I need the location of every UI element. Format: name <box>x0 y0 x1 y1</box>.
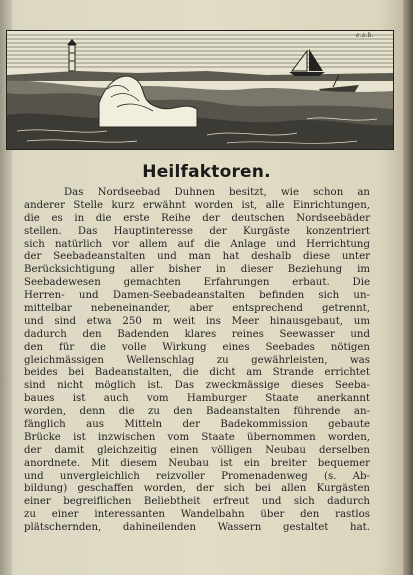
paragraph-line: beides bei Badeanstalten, die dicht am Strande errichtet <box>24 367 370 379</box>
paragraph-line: baues ist auch vom Hamburger Staate anerkannt <box>24 393 370 405</box>
paragraph-line: Herren- und Damen-Seebadeanstalten befinden sich un- <box>24 290 370 302</box>
paragraph-line: sind nicht möglich ist. Das zweckmässige dieses Seeba- <box>24 380 370 392</box>
paragraph-line: fänglich aus Mitteln der Badekommission gebaute <box>24 419 370 431</box>
paragraph-line: den für die volle Wirkung eines Seebades nötigen <box>24 341 370 353</box>
paragraph-line: einer begreiflichen Beliebtheit erfreut und sich dadurch <box>24 496 370 508</box>
paragraph-line: plätschernden, dahineilenden Wassern gestaltet hat. <box>24 522 370 534</box>
paragraph-line: die es in die erste Reihe der deutschen Nordseebäder <box>24 212 370 224</box>
page-edge-shadow <box>403 0 413 575</box>
paragraph-line: der Seebadeanstalten und man hat deshalb diese unter <box>24 251 370 263</box>
paragraph-line: Berücksichtigung aller bisher in dieser Beziehung im <box>24 264 370 276</box>
header-vignette-illustration <box>6 30 394 150</box>
paragraph-line: und sind etwa 250 m weit ins Meer hinausgebaut, um <box>24 315 370 327</box>
lighthouse-icon <box>67 39 77 71</box>
body-paragraph <box>24 187 370 535</box>
paragraph-line: anordnete. Mit diesem Neubau ist ein breiter bequemer <box>24 457 370 469</box>
engraver-monogram: e.s.b. <box>356 32 374 39</box>
sailboat-icon <box>289 49 325 76</box>
paragraph-line: Brücke ist inzwischen vom Staate übernommen worden, <box>24 431 370 443</box>
paragraph-line: gleichmässigen Wellenschlag zu gewährleisten, was <box>24 354 370 366</box>
paragraph-line: stellen. Das Hauptinteresse der Kurgäste konzentriert <box>24 225 370 237</box>
seascape-engraving <box>7 31 393 149</box>
paragraph-line: zu einer interessanten Wandelbahn über den rastlos <box>24 509 370 521</box>
paragraph-line: Seebadewesen gemachten Erfahrungen erbaut. Die <box>24 277 370 289</box>
section-title: Heilfaktoren. <box>142 162 271 182</box>
paragraph-line: bildung) geschaffen worden, der sich bei allen Kurgästen <box>24 483 370 495</box>
paragraph-line: und unvergleichlich reizvoller Promenadenweg (s. Ab- <box>24 470 370 482</box>
paragraph-line: mittelbar nebeneinander, aber entsprechend getrennt, <box>24 303 370 315</box>
paragraph-line: der damit gleichzeitig einen völligen Neubau derselben <box>24 444 370 456</box>
paragraph-line: sich natürlich vor allem auf die Anlage und Herrichtung <box>24 238 370 250</box>
paragraph-line: anderer Stelle kurz erwähnt worden ist, alle Einrichtungen, <box>24 199 370 211</box>
paragraph-line: worden, denn die zu den Badeanstalten führende an- <box>24 406 370 418</box>
paragraph-line: dadurch den Badenden klares reines Seewasser und <box>24 328 370 340</box>
paragraph-line: Das Nordseebad Duhnen besitzt, wie schon an <box>64 187 370 198</box>
